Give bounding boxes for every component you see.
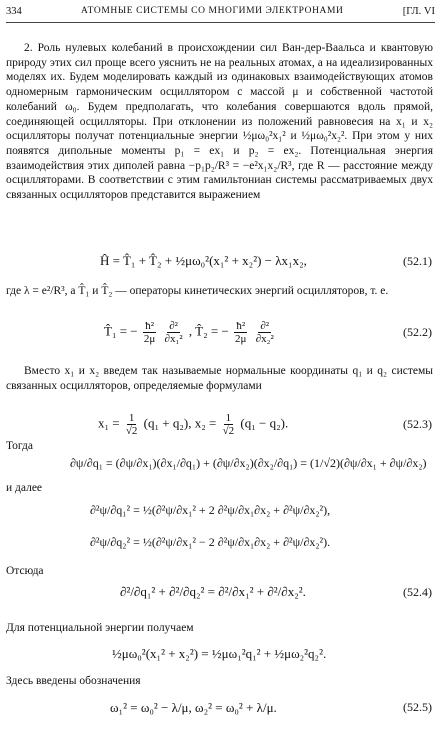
equation-52-2: T̂₁ = − $\frac{\text{ħ²}}{2\mu}$ $\frac{\text{∂²}}{\text{∂x₁²}}$ , T̂₂ = − $\frac{\text{ħ²}}{2\mu}$ $\frac{\text{∂²}}{\text{∂x₂²}}$ (52.2) bbox=[104, 320, 432, 345]
equation-52-5: ω₁² = ω₀² − λ/μ, ω₂² = ω₀² + λ/μ. (52.5) bbox=[110, 700, 432, 715]
page-number: 334 bbox=[6, 6, 22, 17]
equation-number: (52.3) bbox=[403, 417, 432, 431]
text-after-52-1: где λ = e²/R³, а T̂₁ и T̂₂ — операторы кинетических энергий осцилляторов, т. е. bbox=[6, 285, 389, 297]
equation-number: (52.4) bbox=[403, 585, 432, 599]
equation-number: (52.5) bbox=[403, 700, 432, 714]
chapter-label: [ГЛ. VI bbox=[402, 6, 435, 17]
word-dalee: и далее bbox=[6, 482, 43, 494]
text-notation: Здесь введены обозначения bbox=[6, 675, 141, 687]
word-otsyuda: Отсюда bbox=[6, 565, 44, 577]
text-potential-energy: Для потенциальной энергии получаем bbox=[6, 622, 194, 634]
running-title: АТОМНЫЕ СИСТЕМЫ СО МНОГИМИ ЭЛЕКТРОНАМИ bbox=[81, 6, 344, 16]
text-normal-coordinates: Вместо x₁ и x₂ введем так называемые нормальные координаты q₁ и q₂ системы связанных осцилляторов, определяемые формулами bbox=[6, 365, 433, 392]
word-togda: Тогда bbox=[6, 440, 34, 452]
equation-derivative-3: ∂²ψ/∂q₂² = ½(∂²ψ/∂x₁² − 2 ∂²ψ/∂x₁∂x₂ + ∂²ψ/∂x₂²). bbox=[90, 535, 331, 549]
equation-52-4: ∂²/∂q₁² + ∂²/∂q₂² = ∂²/∂x₁² + ∂²/∂x₂². (52.4) bbox=[120, 584, 432, 599]
equation-derivative-2: ∂²ψ/∂q₁² = ½(∂²ψ/∂x₁² + 2 ∂²ψ/∂x₁∂x₂ + ∂²ψ/∂x₂²), bbox=[90, 503, 331, 517]
equation-52-3: x₁ = $\frac{1}{√2}$ (q₁ + q₂), x₂ = $\frac{1}{√2}$ (q₁ − q₂). (52.3) bbox=[98, 412, 432, 437]
equation-number: (52.2) bbox=[403, 325, 432, 339]
equation-potential: ½μω₀²(x₁² + x₂²) = ½μω₁²q₁² + ½μω₂²q₂². bbox=[112, 646, 327, 661]
running-header bbox=[6, 6, 435, 23]
equation-number: (52.1) bbox=[403, 254, 432, 268]
equation-derivative-1: ∂ψ/∂q₁ = (∂ψ/∂x₁)(∂x₁/∂q₁) + (∂ψ/∂x₂)(∂x₂/∂q₁) = (1/√2)(∂ψ/∂x₁ + ∂ψ/∂x₂) bbox=[70, 456, 427, 470]
intro-paragraph: 2. Роль нулевых колебаний в происхождении сил Ван-дер-Ваальса и квантовую природу этих сил проще всего уяснить не на реальных атомах, а на идеализированных моделях их. Будем моделировать каждый из одинаковых взаимодействующих атомов одномерным гармоническим осциллятором с массой μ и собственной частотой колебаний ω₀. Будем предполагать, что колебания совершаются вдоль прямой, соединяющей осцилляторы. При отклонении из положений равновесия на x₁ и x₂ осцилляторы получат потенциальные энергии ½μω₀²x₁² и ½μω₀²x₂². При этом у них появятся дипольные моменты p₁ = ex₁ и p₂ = ex₂. Потенциальная энергия взаимодействия этих диполей равна −p₁p₂/R³ = −e²x₁x₂/R³, где R — расстояние между осцилляторами. В соответствии с этим гамильтониан системы рассматриваемых двух связанных осцилляторов представится выражением bbox=[6, 42, 433, 202]
equation-52-1: Ĥ = T̂₁ + T̂₂ + ½μω₀²(x₁² + x₂²) − λx₁x₂, (52.1) bbox=[100, 253, 432, 268]
